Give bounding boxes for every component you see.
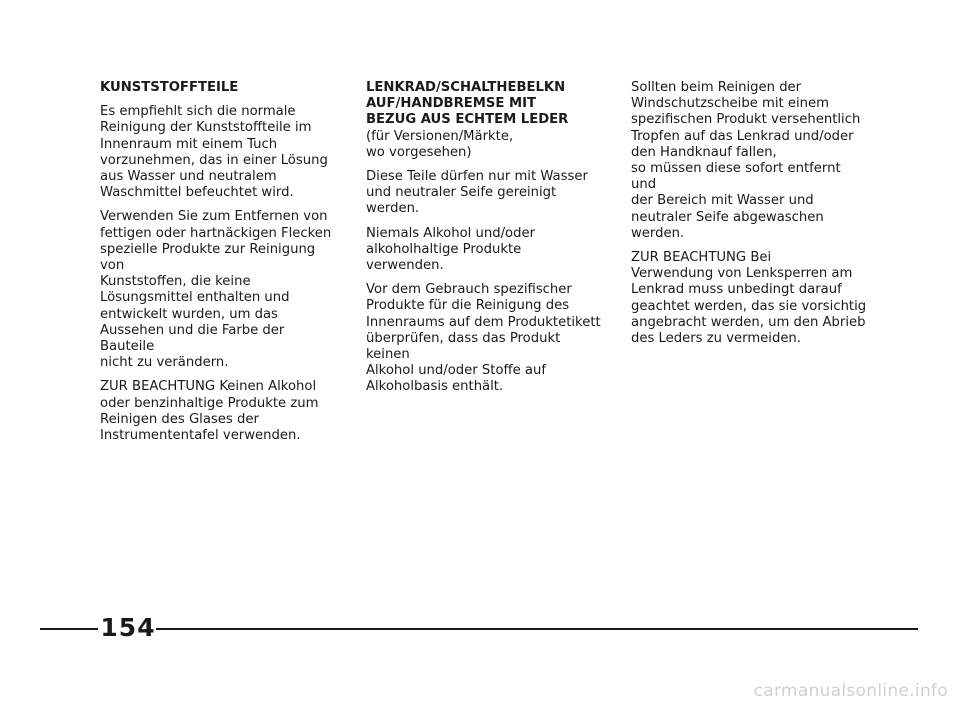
section-subheading-versions: (für Versionen/Märkte, wo vorgesehen) [366, 128, 514, 160]
column-leather-continued [631, 80, 867, 355]
watermark: carmanualsonline.info [753, 681, 948, 701]
footer-rule-right [156, 628, 918, 630]
page-number: 154 [100, 613, 156, 642]
paragraph-leather-check-label: Vor dem Gebrauch spezifischer Produkte für die Reinigung des Innenraums auf dem Produktetikett überprüfen, dass das Produkt keinen Alkohol und/oder Stoffe auf Alkoholbasis enthält. [366, 282, 601, 395]
section-heading-leather-parts: LENKRAD/SCHALTHEBELKN AUF/HANDBREMSE MIT BEZUG AUS ECHTEM LEDER [366, 80, 569, 128]
paragraph-leather-water: Diese Teile dürfen nur mit Wasser und neutraler Seife gereinigt werden. [366, 169, 588, 217]
paragraph-plastic-cleaning: Es empfiehlt sich die normale Reinigung der Kunststoffteile im Innenraum mit einem Tuch vorzunehmen, das in einer Lösung aus Wasser und neutralem Waschmittel befeuchtet wird. [100, 104, 328, 201]
section-heading-plastic-parts: KUNSTSTOFFTEILE [100, 80, 239, 95]
paragraph-windscreen-drops: Sollten beim Reinigen der Windschutzscheibe mit einem spezifischen Produkt versehentlich Tropfen auf das Lenkrad und/oder den Handknauf fallen, so müssen diese sofort entfernt und der Bereich mit Wasser und neutraler Seife abgewaschen werden. [631, 80, 861, 241]
paragraph-leather-no-alcohol: Niemals Alkohol und/oder alkoholhaltige Produkte verwenden. [366, 225, 536, 274]
column-leather-parts [366, 80, 602, 404]
page-footer [40, 613, 918, 642]
paragraph-plastic-warning: ZUR BEACHTUNG Keinen Alkohol oder benzinhaltige Produkte zum Reinigen des Glases der Instrumententafel verwenden. [100, 379, 319, 444]
paragraph-plastic-stains: Verwenden Sie zum Entfernen von fettigen oder hartnäckigen Flecken spezielle Produkte zur Reinigung von Kunststoffen, die keine Lösungsmittel enthalten und entwickelt wurden, um das Aussehen und die Farbe der Bauteile nicht zu verändern. [100, 209, 332, 371]
paragraph-steering-lock-warning: ZUR BEACHTUNG Bei Verwendung von Lenksperren am Lenkrad muss unbedingt darauf geachtet werden, das sie vorsichtig angebracht werden, um den Abrieb des Leders zu vermeiden. [631, 250, 867, 347]
column-plastic-parts [100, 80, 336, 452]
footer-rule-left [40, 628, 98, 630]
